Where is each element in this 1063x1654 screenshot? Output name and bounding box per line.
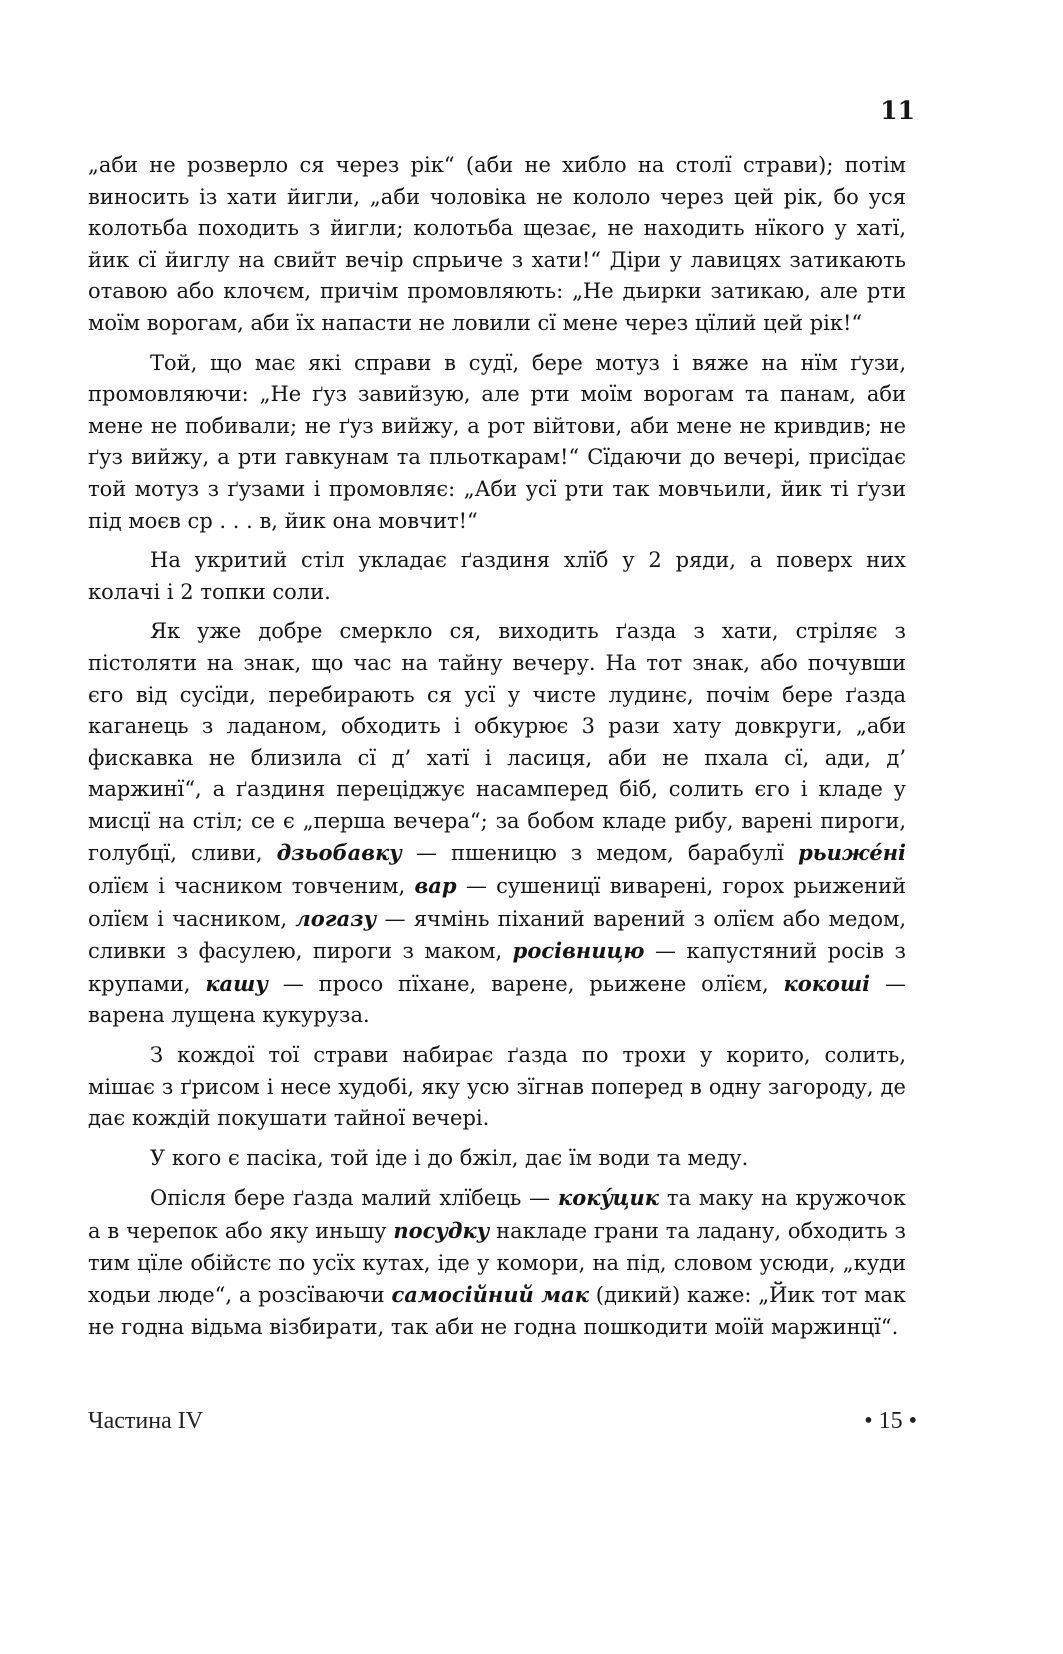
italic-term: вар (414, 873, 457, 899)
footer-section-title: Частина IV (88, 1408, 204, 1434)
paragraph (88, 545, 906, 608)
footer-page-number: • 15 • (864, 1408, 917, 1434)
italic-term: дзьобавку (276, 840, 402, 866)
text-run: „аби не розверло ся через рік“ (аби не хибло на столї страви); потім виносить із хати йигли, „аби чоловіка не кололо через цей рік, бо уся колотьба походить з йигли; колотьба щезає, не находить нїкого у хатї, йик сї йиглу на свийт вечір спрьиче з хати!“ Діри у лавицях затикають отавою або клочєм, причім промовляють: „Не дьирки затикаю, але рти моїм ворогам, аби їх напасти не ловили сї мене через цїлий цей рік!“ (88, 153, 906, 335)
italic-term: рьижéні (798, 840, 906, 866)
text-run: З кождої тої страви набирає ґазда по трохи у корито, солить, мішає з ґрисом і несе худобі, яку усю зїгнав поперед в одну загороду, де дає кождій покушати тайної вечері. (88, 1043, 906, 1131)
text-run: олїєм і часником товченим, (88, 874, 415, 899)
paragraph (88, 1143, 906, 1175)
italic-term: логазу (295, 905, 377, 931)
paragraph (88, 1040, 906, 1135)
italic-term: самосійний мак (391, 1282, 589, 1308)
italic-term: росівницю (512, 938, 645, 964)
text-run: На укритий стіл укладає ґаздиня хлїб у 2 ряди, а поверх них колачі і 2 топки соли. (88, 548, 906, 604)
paragraph (88, 150, 906, 340)
text-run: накладе грани та ладану, обходить з тим цїле обійстє по усїх кутах, іде у комори, на під, словом усюди, „куди ходьи люде“, а розсїваючи (88, 1219, 906, 1308)
paragraph (88, 348, 906, 538)
text-run: — капустяний росів з крупами, (88, 939, 906, 996)
text-run: — сушеницї виварені, горох рьижений олїєм і часником, (88, 874, 906, 931)
page-number: 11 (880, 96, 915, 125)
italic-term: кокýцик (558, 1185, 660, 1211)
text-run: — варена лущена кукуруза. (88, 971, 907, 1028)
text-run: — пшеницю з медом, барабулї (401, 841, 799, 866)
text-run: — просо пїхане, варене, рьижене олїєм, (267, 971, 784, 996)
text-run: Як уже добре смеркло ся, виходить ґазда з хати, стріляє з пістоляти на знак, що час на тайну вечеру. На тот знак, або почувши єго від сусїди, перебирають ся усї у чисте лудинє, почім бере ґазда каганець з ладаном, обходить і обкурює 3 рази хату довкруги, „аби фискавка не близила сї д’ хатї і ласиця, аби не пхала сї, ади, д’ маржинї“, а ґаздиня переціджує насамперед біб, солить єго і кладе у мисцї на стіл; се є „перша вечера“; за бобом кладе рибу, варені пироги, голубцї, сливи, (88, 619, 906, 866)
paragraph (88, 616, 906, 1032)
paragraph (88, 1182, 906, 1343)
italic-term: посудку (393, 1218, 490, 1243)
body-text (88, 150, 906, 1351)
text-run: та маку на кружочок а в черепок або яку иньшу (88, 1186, 906, 1243)
text-run: Той, що має які справи в судї, бере мотуз і вяже на нїм ґузи, промовляючи: „Не ґуз завийзую, але рти моїм ворогам та панам, аби мене не побивали; не ґуз вийжу, а рот війтови, аби мене не кривдив; не ґуз вийжу, а рти гавкунам та пльоткарам!“ Сїдаючи до вечері, присїдає той мотуз з ґузами і промовляє: „Аби усї рти так мовчьили, йик ті ґузи під моєв ср . . . в, йик она мовчит!“ (88, 350, 906, 533)
text-run: (дикий) каже: „Йик тот мак не годна відьма візбирати, так аби не годна пошкодити моїй маржинцї“. (88, 1283, 907, 1339)
text-run: Опісля бере ґазда малий хлїбець — (150, 1186, 559, 1211)
text-run: У кого є пасіка, той іде і до бжіл, дає їм води та меду. (150, 1145, 749, 1170)
italic-term: кокоші (783, 970, 871, 996)
text-run: — ячмінь піханий варений з олїєм або медом, сливки з фасулею, пироги з маком, (88, 906, 906, 964)
italic-term: кашу (205, 970, 268, 996)
